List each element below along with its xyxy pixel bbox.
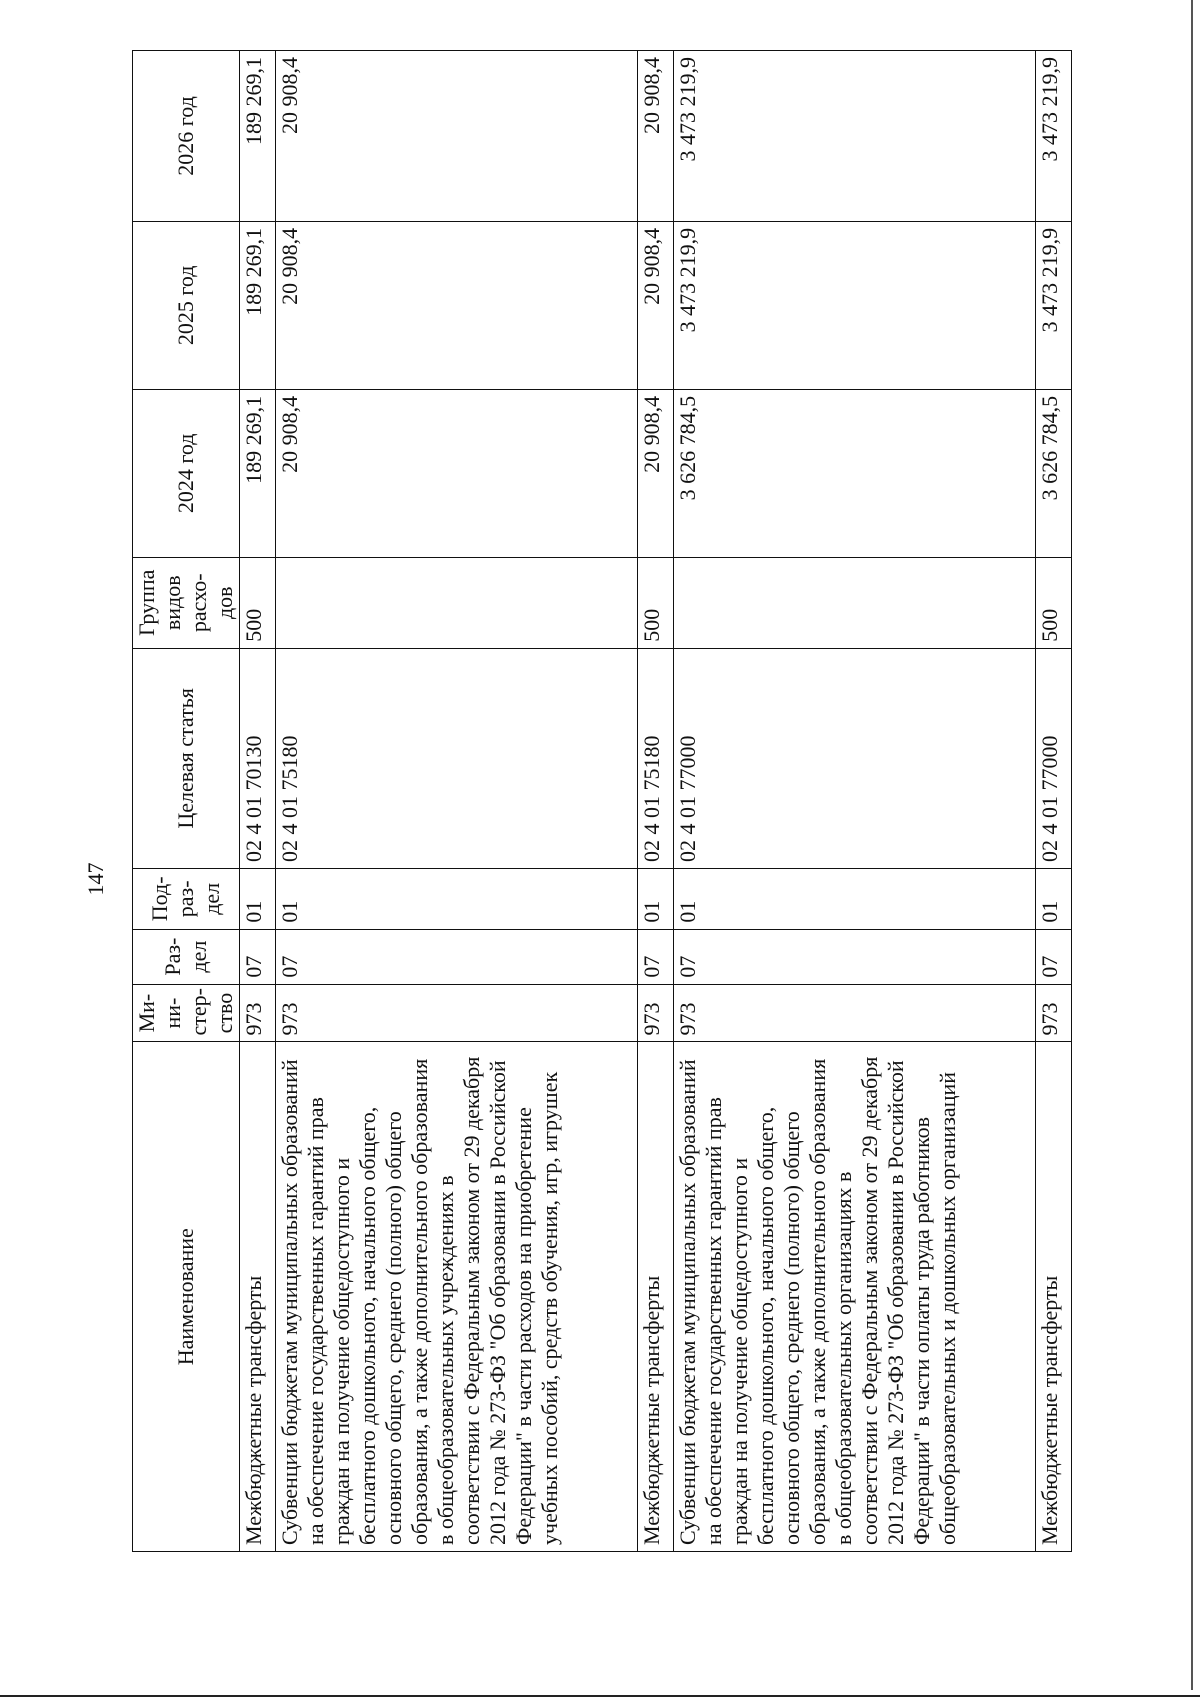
header-name: Наименование (133, 1042, 240, 1552)
cell-name: Межбюджетные трансферты (637, 1042, 673, 1552)
cell-ministry: 973 (637, 984, 673, 1042)
cell-subsection: 01 (1035, 869, 1071, 930)
cell-group (674, 557, 1036, 648)
cell-target: 02 4 01 75180 (637, 648, 673, 868)
cell-2024: 20 908,4 (276, 389, 638, 557)
cell-subsection: 01 (239, 869, 275, 930)
cell-section: 07 (674, 929, 1036, 984)
header-section: Раз- дел (133, 929, 240, 984)
cell-ministry: 973 (239, 984, 275, 1042)
cell-section: 07 (239, 929, 275, 984)
table-row (276, 51, 638, 1552)
page-number: 147 (83, 862, 108, 896)
scan-edge-bottom (0, 1695, 1200, 1697)
table-header-row (133, 51, 240, 1552)
cell-2024: 189 269,1 (239, 389, 275, 557)
cell-2026: 20 908,4 (276, 51, 638, 222)
cell-group: 500 (1035, 557, 1071, 648)
cell-2024: 3 626 784,5 (1035, 389, 1071, 557)
cell-2024: 20 908,4 (637, 389, 673, 557)
cell-subsection: 01 (674, 869, 1036, 930)
table-row (674, 51, 1036, 1552)
cell-ministry: 973 (276, 984, 638, 1042)
header-2026: 2026 год (133, 51, 240, 222)
cell-2026: 189 269,1 (239, 51, 275, 222)
header-2025: 2025 год (133, 221, 240, 389)
cell-target: 02 4 01 75180 (276, 648, 638, 868)
cell-2025: 189 269,1 (239, 221, 275, 389)
cell-name: Межбюджетные трансферты (239, 1042, 275, 1552)
cell-name: Субвенции бюджетам муниципальных образований на обеспечение государственных гарантий прав граждан на получение общедоступного и бесплатного дошкольного, начального общего, основного общего, среднего (полного) общего образования, а также дополнительного образования в общеобразовательных организациях в соответствии с Федеральным законом от 29 декабря 2012 года № 273-ФЗ "Об образовании в Российской Федерации" в части оплаты труда работников общеобразовательных и дошкольных организаций (674, 1042, 1036, 1552)
budget-table (132, 50, 1072, 1552)
cell-ministry: 973 (674, 984, 1036, 1042)
rotated-table-container (132, 50, 1072, 1552)
cell-2025: 3 473 219,9 (1035, 221, 1071, 389)
cell-2025: 20 908,4 (276, 221, 638, 389)
cell-group: 500 (637, 557, 673, 648)
cell-section: 07 (1035, 929, 1071, 984)
header-subsection: Под- раз- дел (133, 869, 240, 930)
cell-2025: 20 908,4 (637, 221, 673, 389)
cell-group (276, 557, 638, 648)
header-ministry: Ми- ни- стер- ство (133, 984, 240, 1042)
cell-target: 02 4 01 77000 (1035, 648, 1071, 868)
table-row (1035, 51, 1071, 1552)
table-row (239, 51, 275, 1552)
cell-2026: 20 908,4 (637, 51, 673, 222)
cell-2024: 3 626 784,5 (674, 389, 1036, 557)
cell-section: 07 (276, 929, 638, 984)
cell-name: Субвенции бюджетам муниципальных образований на обеспечение государственных гарантий прав граждан на получение общедоступного и бесплатного дошкольного, начального общего, основного общего, среднего (полного) общего образования, а также дополнительного образования в общеобразовательных учреждениях в соответствии с Федеральным законом от 29 декабря 2012 года № 273-ФЗ "Об образовании в Российской Федерации" в части расходов на приобретение учебных пособий, средств обучения, игр, игрушек (276, 1042, 638, 1552)
header-2024: 2024 год (133, 389, 240, 557)
cell-2026: 3 473 219,9 (674, 51, 1036, 222)
cell-section: 07 (637, 929, 673, 984)
header-group: Группа видов расхо- дов (133, 557, 240, 648)
table-row (637, 51, 673, 1552)
cell-target: 02 4 01 70130 (239, 648, 275, 868)
cell-group: 500 (239, 557, 275, 648)
cell-name: Межбюджетные трансферты (1035, 1042, 1071, 1552)
cell-target: 02 4 01 77000 (674, 648, 1036, 868)
header-target: Целевая статья (133, 648, 240, 868)
cell-2026: 3 473 219,9 (1035, 51, 1071, 222)
cell-subsection: 01 (637, 869, 673, 930)
scan-edge-right (1191, 0, 1193, 1690)
cell-ministry: 973 (1035, 984, 1071, 1042)
cell-subsection: 01 (276, 869, 638, 930)
cell-2025: 3 473 219,9 (674, 221, 1036, 389)
